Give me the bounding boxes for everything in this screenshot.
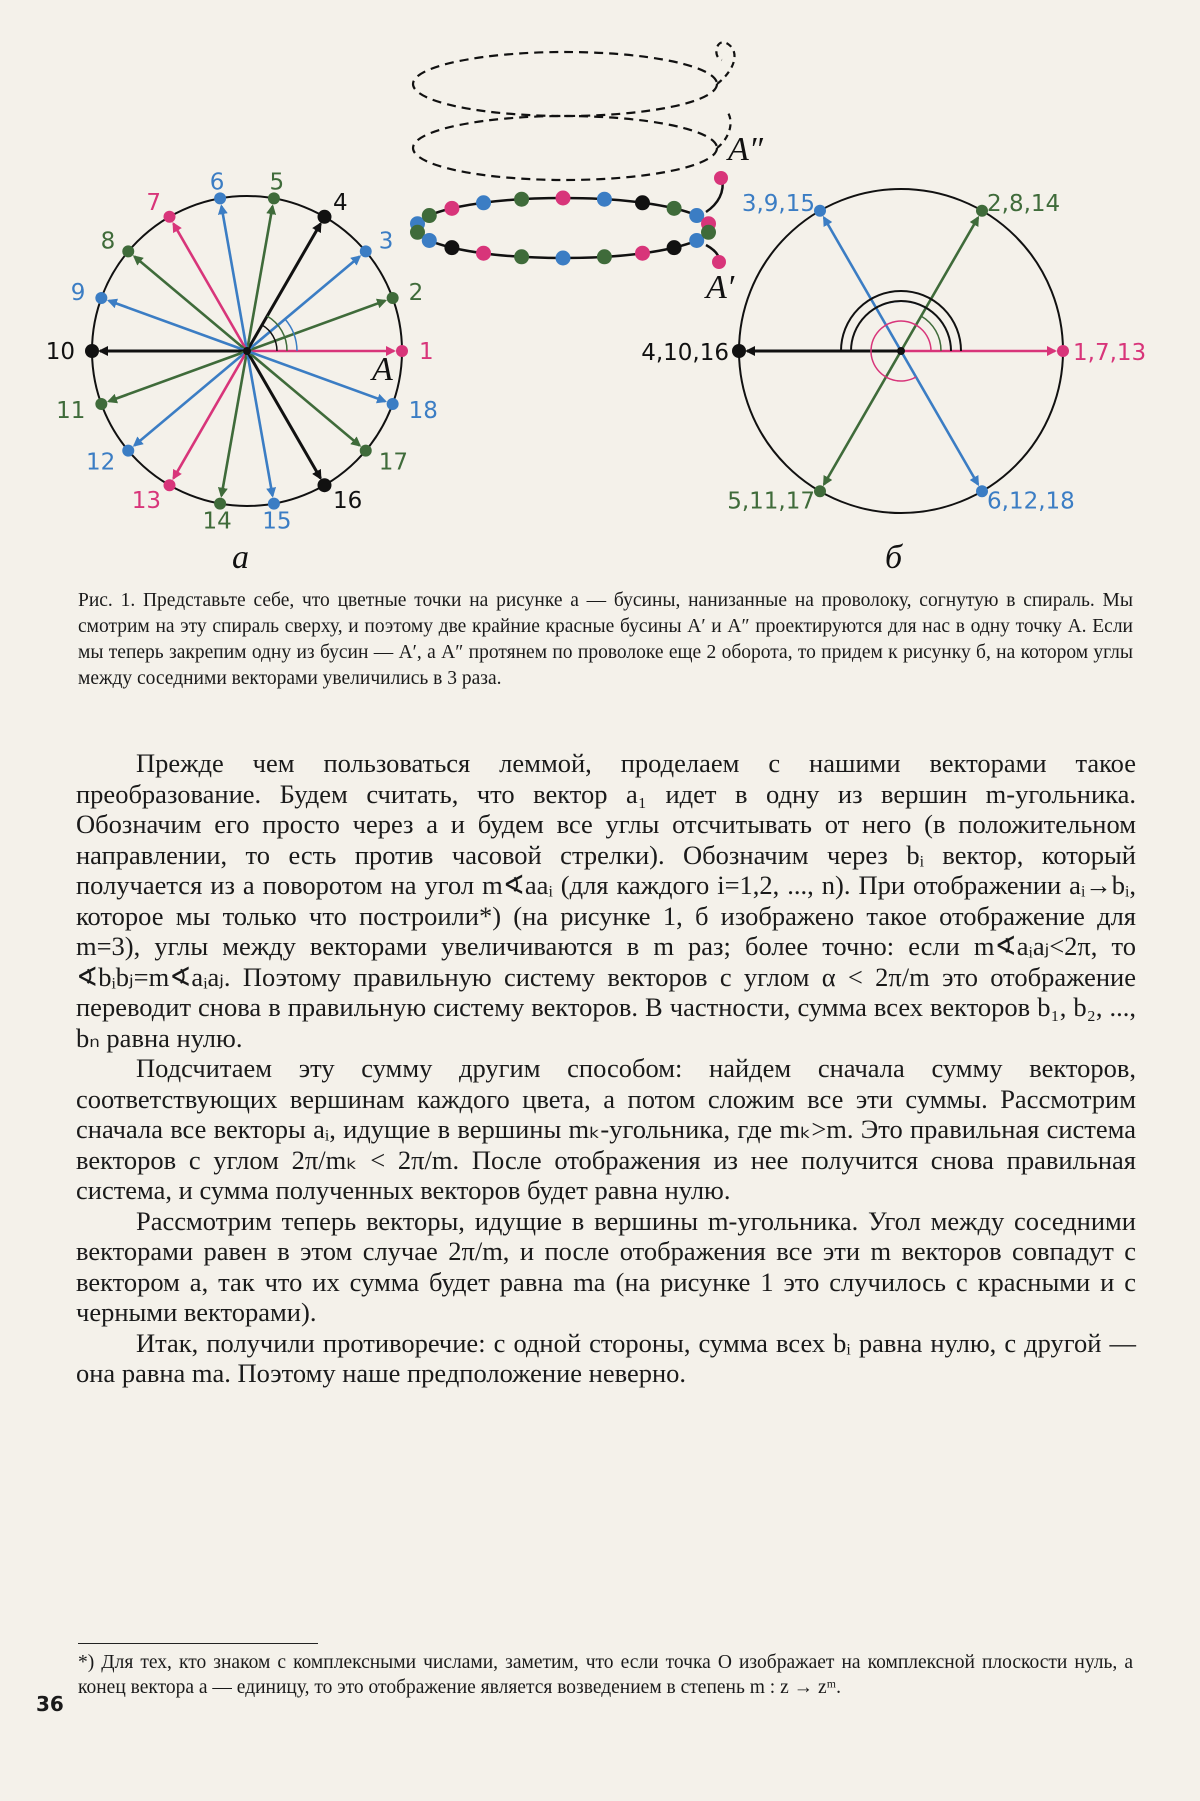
circle-b-vector-6 [901,351,978,484]
subfigure-b-label: б [885,539,903,576]
circle-a-vertex-dot [85,344,99,358]
spiral-bead-loop [416,198,710,258]
footnote-text: *) Для тех, кто знаком с комплексными числами, заметим, что если точка O изображает на комплексной плоскости нуль, а конец вектора a — единицу, то это отображение является возведением в степень m : z → zᵐ. [78,1652,1133,1698]
circle-b-vertex-dot [1057,345,1069,357]
circle-a-vertex-label: 14 [202,508,232,535]
circle-a-vertex-dot [95,292,107,304]
label-a-prime: A′ [706,269,735,306]
circle-a-vertex-label: 18 [408,397,438,424]
spiral-bead [635,195,650,210]
circle-b-vertex-dot [732,344,746,358]
circle-a-vertex-dot [318,210,332,224]
circle-a-vertex-label: 10 [45,339,75,366]
circle-b-vector-3 [824,218,901,351]
spiral-bead [476,246,491,261]
paragraph: Итак, получили противоречие: с одной стороны, сумма всех bᵢ равна нулю, с другой — она равна ma. Поэтому наше предположение неверно. [76,1327,1136,1388]
circle-a-vertex-label: 11 [56,397,86,424]
spiral-loop-upper [413,52,717,116]
circle-a-vertex-label: 5 [269,169,285,196]
circle-b-vector-5 [824,351,901,484]
circle-a-vertex-dot [95,398,107,410]
spiral-bead [444,240,459,255]
circle-a-vector-11 [109,351,247,401]
circle-a-vertex-label: 17 [378,449,409,476]
spiral-bead [635,246,650,261]
spiral-bead [444,201,459,216]
circle-b-vertex-label: 3,9,15 [741,190,815,217]
center-dot [243,347,251,355]
circle-b-vertex-label: 5,11,17 [727,488,815,515]
bead-a-prime [712,255,726,269]
spiral-loop-middle [413,116,717,180]
circle-a-vector-17 [247,351,360,445]
circle-a-vertex-dot [164,211,176,223]
paragraph: Прежде чем пользоваться леммой, проделаем с нашими векторами такое преобразование. Будем считать, что вектор a₁ идет в одну из вершин m-угольника. Обозначим его просто через a и будем все углы отсчитывать от него (в положительном направлении, то есть против часовой стрелки). Обозначим через bᵢ вектор, который получается из a поворотом на угол m∢aaᵢ (для каждого i=1,2, ..., n). При отображении aᵢ→bᵢ, которое мы только что построили*) (на рисунке 1, б изображено такое отображение для m=3), углы между векторами увеличиваются в m раз; более точно: если m∢aᵢaⱼ<2π, то ∢bᵢbⱼ=m∢aᵢaⱼ. Поэтому правильную систему векторов с углом α < 2π/m это отображение переводит снова в правильную систему векторов. В частности, сумма всех векторов b₁, b₂, ..., bₙ равна нулю. [76,748,1136,1053]
paragraph: Подсчитаем эту сумму другим способом: найдем сначала сумму векторов, соответствующих вершинам каждого цвета, а потом сложим все эти суммы. Рассмотрим сначала все векторы aᵢ, идущие в вершины mₖ-угольника, где mₖ>m. Это правильная система векторов с углом 2π/mₖ < 2π/m. После отображения из нее получится снова правильная система, и сумма полученных векторов будет равна нулю. [76,1053,1136,1205]
bead-a-double-prime [714,171,728,185]
page-number: 36 [36,1692,64,1716]
circle-a-vector-18 [247,351,385,401]
circle-b-vertex-label: 2,8,14 [987,190,1061,217]
circle-a-vertex-label: 15 [262,508,292,535]
spiral-bead [422,208,437,223]
circle-b-diagram [641,189,1146,576]
center-dot [897,347,905,355]
circle-a-vector-9 [109,301,247,351]
spiral-bead [514,249,529,264]
spiral-bead [701,225,716,240]
paragraph: Рассмотрим теперь векторы, идущие в вершины m-угольника. Угол между соседними векторами равен в этом случае 2π/m, и после отображения все эти m векторов совпадут с вектором a, так что их сумма будет равна ma (на рисунке 1 это случилось с красными и с черными векторами). [76,1205,1136,1327]
circle-b-vertex-dot [814,485,826,497]
spiral-bead [422,233,437,248]
circle-b-vertex-label: 1,7,13 [1073,339,1147,366]
circle-a-vertex-dot [387,398,399,410]
point-a-label: A [372,351,393,388]
circle-a-vertex-dot [318,478,332,492]
circle-a-vertex-dot [360,245,372,257]
circle-a-vertex-label: 3 [378,228,394,255]
circle-a-vertex-dot [396,345,408,357]
spiral-loop-top-tail [716,42,734,84]
spiral-bead [476,195,491,210]
circle-a-vertex-label: 16 [333,488,363,515]
circle-a-vertex-label: 4 [333,190,348,217]
circle-a-vertex-dot [387,292,399,304]
circle-a-vector-3 [247,257,360,351]
figure-caption: Рис. 1. Представьте себе, что цветные точки на рисунке а — бусины, нанизанные на проволоку, согнутую в спираль. Мы смотрим на эту спираль сверху, и поэтому две крайние красные бусины A′ и A″ проектируются для нас в одну точку A. Если мы теперь закрепим одну из бусин — A′, а A″ протянем по проволоке еще 2 оборота, то придем к рисунку б, на котором углы между соседними векторами увеличились в 3 раза. [78,590,1133,689]
circle-b-vertex-label: 4,10,16 [641,339,729,366]
circle-a-vector-8 [134,257,247,351]
circle-a-vertex-label: 8 [100,228,116,255]
circle-b-vertex-label: 6,12,18 [987,488,1075,515]
circle-a-vertex-label: 13 [131,488,161,515]
body-text [76,748,1136,1389]
circle-a-vertex-label: 12 [85,449,116,476]
circle-a-diagram [46,170,438,576]
spiral-diagram [410,42,764,306]
spiral-bead [556,251,571,266]
subfigure-a-label: а [232,539,249,576]
spiral-bead [514,192,529,207]
spiral-bead [597,249,612,264]
circle-a-vertex-label: 2 [408,280,424,307]
circle-a-vertex-label: 7 [146,190,161,217]
circle-a-vertex-label: 6 [209,169,225,196]
label-a-double-prime: A″ [728,131,763,168]
footnote [78,1643,1133,1700]
circle-a-vertex-dot [122,445,134,457]
circle-a-vector-2 [247,301,385,351]
spiral-bead [556,191,571,206]
spiral-bead [597,192,612,207]
spiral-bead [667,201,682,216]
figure-1 [0,0,1200,580]
circle-a-vertex-dot [164,479,176,491]
circle-a-vector-12 [134,351,247,445]
circle-a-vertex-label: 9 [70,280,86,307]
circle-b-vertex-dot [814,205,826,217]
footnote-rule [78,1643,318,1644]
circle-b-vector-2 [901,218,978,351]
circle-a-vertex-dot [360,445,372,457]
spiral-bead [667,240,682,255]
circle-a-vertex-dot [122,245,134,257]
circle-a-vertex-label: 1 [419,339,434,366]
angle-arc [851,301,951,351]
